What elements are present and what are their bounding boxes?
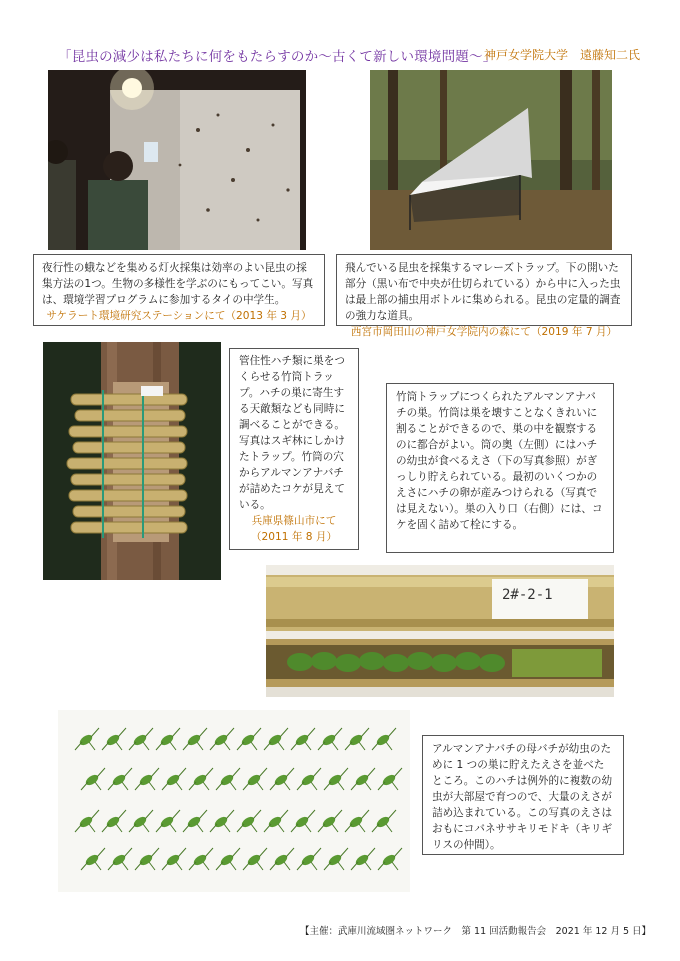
tube-label: 2#-2-1 xyxy=(502,587,553,603)
bamboo-nest-photo xyxy=(266,565,614,697)
caption-credit: 兵庫県篠山市にて（2011 年 8 月） xyxy=(250,515,338,543)
caption-text: 夜行性の蛾などを集める灯火採集は効率のよい昆虫の採集方法の1つ。生物の多様性を学ぶのにもってこい。写真は、環境学習プログラムに参加するタイの中学生。 xyxy=(42,262,314,306)
light-trap-caption xyxy=(33,254,325,326)
bamboo-trap-caption xyxy=(229,348,359,550)
caption-text: アルマンアナバチの母バチが幼虫のために 1 つの巣に貯えたえさを並べたところ。このハチは例外的に複数の幼虫が大部屋で育つので、大量のえさが詰め込まれている。この写真のえさはおもにコバネササキリモドキ（キリギリスの仲間）。 xyxy=(432,743,613,851)
light-trap-photo xyxy=(48,70,306,250)
caption-credit: サケラート環境研究ステーションにて（2013 年 3 月） xyxy=(46,310,312,322)
caption-text: 管住性ハチ類に巣をつくらせる竹筒トラップ。ハチの巣に寄生する天敵類なども同時に調べることができる。写真はスギ林にしかけたトラップ。竹筒の穴からアルマンアナバチが詰めたコケが見えている。 xyxy=(239,355,345,511)
malaise-trap-photo xyxy=(370,70,612,250)
caption-text: 飛んでいる昆虫を採集するマレーズトラップ。下の開いた部分（黒い布で中央が仕切られている）から中に入った虫は最上部の捕虫用ボトルに集められる。昆虫の定量的調査の強力な道具。 xyxy=(345,262,621,322)
malaise-trap-caption xyxy=(336,254,632,338)
caption-credit: 西宮市岡田山の神戸女学院内の森にて（2019 年 7 月） xyxy=(350,326,618,338)
page-title: 「昆虫の減少は私たちに何をもたらすのか～古くて新しい環境問題～」 xyxy=(58,49,497,65)
caption-text: 竹筒トラップにつくられたアルマンアナバチの巣。竹筒は巣を壊すことなくきれいに割ることができるので、巣の中を観察するのに都合がよい。筒の奥（左側）にはハチの幼虫が食べるえさ（下の写真参照）がぎっしり貯えられている。最初のいくつかのえさにハチの卵が産みつけられる（写真では見えない）。巣の入り口（右側）には、コケを固く詰めて栓にする。 xyxy=(396,391,603,531)
prey-caption xyxy=(422,735,624,855)
footer-note: 【主催：武庫川流域圏ネットワーク 第 11 回活動報告会 2021 年 12 月 5 日】 xyxy=(300,926,652,937)
nest-caption xyxy=(386,383,614,553)
bamboo-trap-photo xyxy=(43,342,221,580)
author-affiliation: 神戸女学院大学 遠藤知二氏 xyxy=(484,48,641,62)
prey-insects-photo xyxy=(58,710,410,892)
